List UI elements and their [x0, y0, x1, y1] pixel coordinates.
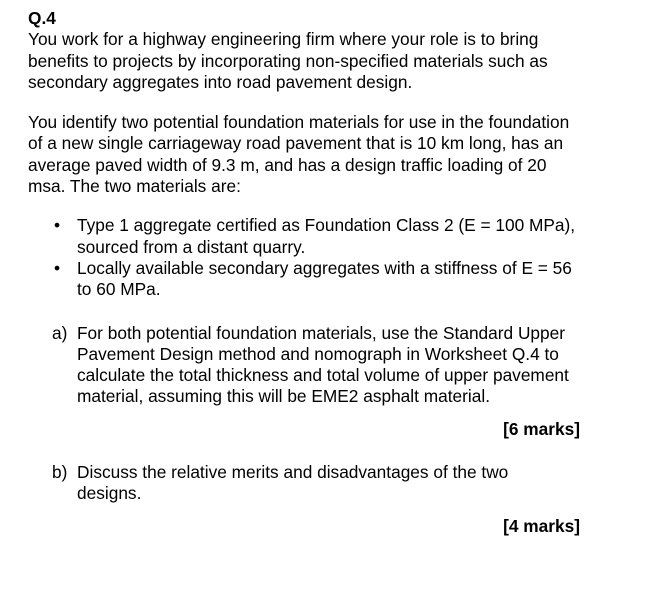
- scenario-paragraph: You identify two potential foundation materials for use in the foundation of a new single carriageway road pavement that is 10 km long, has an average paved width of 9.3 m, and has a design traffic loading of 20 msa. The two materials are:: [28, 112, 570, 197]
- list-item: [28, 258, 577, 301]
- materials-list: [28, 215, 628, 300]
- part-a-marks: [6 marks]: [503, 418, 580, 439]
- part-a: [28, 323, 577, 408]
- part-text: For both potential foundation materials, use the Standard Upper Pavement Design method and nomograph in Worksheet Q.4 to calculate the total thickness and total volume of upper pavement material, assuming this will be EME2 asphalt material.: [77, 322, 569, 407]
- question-number: Q.4: [28, 8, 56, 28]
- part-label: b): [52, 462, 68, 483]
- bullet-icon: •: [54, 215, 61, 236]
- question-parts: [28, 323, 628, 537]
- material-text: Locally available secondary aggregates with a stiffness of E = 56 to 60 MPa.: [77, 257, 572, 300]
- list-item: [28, 215, 577, 258]
- part-label: a): [52, 322, 68, 343]
- intro-paragraph: You work for a highway engineering firm where your role is to bring benefits to projects by incorporating non-specified materials such as secondary aggregates into road pavement design.: [28, 29, 548, 92]
- bullet-icon: •: [54, 257, 61, 278]
- part-text: Discuss the relative merits and disadvantages of the two designs.: [77, 462, 509, 504]
- material-text: Type 1 aggregate certified as Foundation Class 2 (E = 100 MPa), sourced from a distant quarry.: [77, 215, 576, 257]
- question-document: [28, 8, 628, 537]
- part-b: [28, 462, 577, 505]
- part-b-marks: [4 marks]: [503, 515, 580, 536]
